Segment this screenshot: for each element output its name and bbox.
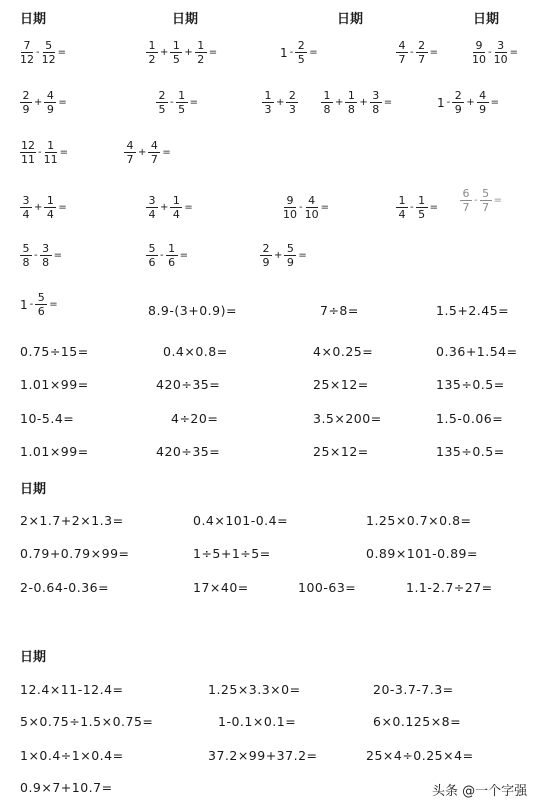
numerator: 4 (306, 195, 318, 208)
operator: = (493, 195, 502, 206)
denominator: 6 (148, 256, 156, 269)
numerator: 2 (260, 243, 272, 256)
whole-number: 1 (20, 297, 28, 312)
numerator: 2 (20, 90, 32, 103)
denominator: 5 (172, 53, 180, 66)
denominator: 8 (323, 103, 331, 116)
fraction-problem (156, 90, 199, 115)
operator: = (383, 97, 393, 108)
numerator: 6 (460, 188, 472, 201)
fraction-problem (437, 90, 500, 115)
numerator: 1 (170, 40, 182, 53)
fraction-problem (262, 90, 298, 115)
fraction (416, 195, 428, 220)
numerator: 2 (286, 90, 298, 103)
operator: = (59, 147, 68, 158)
fraction-problem (20, 292, 59, 317)
fraction-problem (20, 140, 69, 165)
fraction-problem (460, 188, 503, 213)
denominator: 8 (42, 256, 50, 269)
numerator: 4 (477, 90, 489, 103)
fraction (20, 140, 36, 165)
math-expression: 4÷20= (171, 411, 219, 426)
denominator: 4 (22, 208, 30, 221)
math-expression: 420÷35= (156, 377, 221, 392)
fraction (170, 195, 182, 220)
numerator: 3 (146, 195, 158, 208)
fraction (472, 40, 486, 65)
fraction (345, 90, 357, 115)
fraction-problem (396, 195, 439, 220)
numerator: 4 (148, 140, 160, 153)
fraction-problem (20, 195, 68, 220)
denominator: 3 (288, 103, 296, 116)
math-expression: 12.4×11-12.4= (20, 682, 124, 697)
operator: - (474, 195, 478, 206)
numerator: 1 (321, 90, 333, 103)
numerator: 1 (416, 195, 428, 208)
operator: + (335, 97, 344, 108)
numerator: 1 (166, 243, 178, 256)
math-expression: 1.01×99= (20, 377, 89, 392)
math-expression: 2×1.7+2×1.3= (20, 513, 124, 528)
whole-number: 1 (280, 45, 288, 60)
operator: = (429, 47, 438, 58)
denominator: 9 (286, 256, 294, 269)
fraction (283, 195, 297, 220)
denominator: 12 (41, 53, 56, 66)
denominator: 4 (398, 208, 406, 221)
numerator: 2 (452, 90, 464, 103)
whole-number: 1 (437, 95, 445, 110)
numerator: 1 (396, 195, 408, 208)
numerator: 1 (176, 90, 188, 103)
fraction (370, 90, 382, 115)
fraction-problem (260, 243, 308, 268)
denominator: 8 (347, 103, 355, 116)
numerator: 4 (396, 40, 408, 53)
denominator: 9 (479, 103, 487, 116)
operator: = (320, 202, 329, 213)
math-expression: 4×0.25= (313, 344, 374, 359)
denominator: 10 (493, 53, 508, 66)
numerator: 3 (40, 243, 52, 256)
math-expression: 10-5.4= (20, 411, 75, 426)
operator: + (160, 47, 169, 58)
operator: + (359, 97, 368, 108)
operator: = (49, 299, 58, 310)
operator: = (179, 250, 188, 261)
numerator: 12 (21, 139, 35, 152)
fraction (20, 243, 32, 268)
fraction (146, 195, 158, 220)
numerator: 5 (20, 243, 32, 256)
denominator: 2 (148, 53, 156, 66)
fraction-problem (396, 40, 439, 65)
fraction-problem (321, 90, 393, 115)
numerator: 5 (43, 40, 55, 53)
numerator: 2 (295, 40, 307, 53)
denominator: 12 (20, 53, 34, 66)
denominator: 11 (43, 153, 58, 166)
math-expression: 1.25×0.7×0.8= (366, 513, 472, 528)
denominator: 9 (46, 103, 54, 116)
math-expression: 1.25×3.3×0= (208, 682, 301, 697)
operator: - (410, 47, 414, 58)
operator: - (446, 97, 451, 108)
math-expression: 25×12= (313, 444, 369, 459)
numerator: 1 (195, 40, 207, 53)
math-expression: 0.36+1.54= (436, 344, 518, 359)
math-expression: 1÷5+1÷5= (193, 546, 271, 561)
operator: - (36, 47, 40, 58)
operator: - (29, 299, 34, 310)
fraction (494, 40, 508, 65)
operator: = (53, 250, 62, 261)
operator: = (429, 202, 438, 213)
fraction (44, 195, 56, 220)
fraction-problem (146, 40, 218, 65)
math-expression: 25×12= (313, 377, 369, 392)
operator: - (160, 250, 164, 261)
denominator: 8 (372, 103, 380, 116)
fraction-problem (124, 140, 172, 165)
denominator: 9 (454, 103, 462, 116)
fraction (156, 90, 168, 115)
numerator: 1 (45, 140, 57, 153)
operator: = (309, 47, 318, 58)
numerator: 9 (284, 195, 296, 208)
fraction-problem (146, 195, 194, 220)
denominator: 4 (148, 208, 156, 221)
fraction (146, 40, 158, 65)
denominator: 4 (172, 208, 180, 221)
fraction (20, 195, 32, 220)
numerator: 5 (35, 292, 47, 305)
fraction (146, 243, 158, 268)
math-expression: 1.01×99= (20, 444, 89, 459)
math-expression: 135÷0.5= (436, 444, 505, 459)
operator: = (57, 47, 66, 58)
date-label: 日期 (172, 12, 199, 27)
operator: - (289, 47, 294, 58)
math-expression: 8.9-(3+0.9)= (148, 303, 237, 318)
math-expression: 0.4×0.8= (163, 344, 228, 359)
math-expression: 135÷0.5= (436, 377, 505, 392)
denominator: 5 (178, 103, 186, 116)
fraction (40, 243, 52, 268)
fraction (166, 243, 178, 268)
numerator: 4 (44, 90, 56, 103)
operator: + (34, 202, 43, 213)
fraction (44, 140, 58, 165)
fraction-problem (283, 195, 330, 220)
denominator: 10 (472, 53, 486, 66)
date-label: 日期 (20, 650, 47, 665)
operator: = (58, 202, 67, 213)
operator: - (170, 97, 174, 108)
numerator: 1 (345, 90, 357, 103)
fraction (452, 90, 464, 115)
fraction (20, 40, 34, 65)
denominator: 11 (21, 153, 35, 166)
math-expression: 0.9×7+10.7= (20, 780, 113, 795)
denominator: 7 (398, 53, 406, 66)
math-expression: 0.75÷15= (20, 344, 89, 359)
fraction (124, 140, 136, 165)
denominator: 10 (304, 208, 319, 221)
math-expression: 100-63= (298, 580, 357, 595)
fraction-problem (280, 40, 319, 65)
fraction-problem (20, 40, 67, 65)
watermark: 头条 @一个字强 (432, 784, 528, 799)
numerator: 9 (473, 40, 485, 53)
fraction (396, 40, 408, 65)
numerator: 5 (480, 188, 492, 201)
math-expression: 0.4×101-0.4= (193, 513, 289, 528)
denominator: 5 (297, 53, 305, 66)
operator: = (189, 97, 198, 108)
fraction (44, 90, 56, 115)
fraction-problem (472, 40, 519, 65)
denominator: 7 (150, 153, 158, 166)
numerator: 7 (21, 40, 33, 53)
math-expression: 17×40= (193, 580, 249, 595)
fraction (480, 188, 492, 213)
date-label: 日期 (473, 12, 500, 27)
operator: = (490, 97, 500, 108)
denominator: 4 (46, 208, 54, 221)
fraction (305, 195, 319, 220)
denominator: 3 (264, 103, 272, 116)
fraction-problem (146, 243, 189, 268)
operator: = (208, 47, 218, 58)
numerator: 3 (495, 40, 507, 53)
fraction (42, 40, 56, 65)
math-expression: 5×0.75÷1.5×0.75= (20, 714, 154, 729)
math-expression: 1×0.4÷1×0.4= (20, 748, 124, 763)
math-expression: 1.1-2.7÷27= (406, 580, 493, 595)
denominator: 2 (197, 53, 205, 66)
numerator: 1 (262, 90, 274, 103)
operator: + (138, 147, 147, 158)
math-expression: 0.79+0.79×99= (20, 546, 130, 561)
operator: - (488, 47, 492, 58)
operator: - (34, 250, 38, 261)
fraction (20, 90, 32, 115)
numerator: 1 (170, 195, 182, 208)
date-label: 日期 (20, 12, 47, 27)
denominator: 9 (262, 256, 270, 269)
fraction (262, 90, 274, 115)
numerator: 5 (146, 243, 158, 256)
denominator: 5 (418, 208, 426, 221)
operator: = (58, 97, 67, 108)
operator: = (509, 47, 518, 58)
denominator: 7 (418, 53, 426, 66)
numerator: 5 (284, 243, 296, 256)
fraction-problem (20, 243, 63, 268)
math-expression: 25×4÷0.25×4= (366, 748, 474, 763)
fraction (477, 90, 489, 115)
fraction (286, 90, 298, 115)
operator: + (466, 97, 475, 108)
denominator: 8 (22, 256, 30, 269)
fraction-problem (20, 90, 68, 115)
fraction (35, 292, 47, 317)
fraction (460, 188, 472, 213)
numerator: 1 (146, 40, 158, 53)
math-expression: 3.5×200= (313, 411, 382, 426)
math-expression: 6×0.125×8= (373, 714, 462, 729)
operator: + (160, 202, 169, 213)
denominator: 6 (168, 256, 176, 269)
denominator: 7 (462, 201, 470, 214)
denominator: 6 (37, 305, 45, 318)
fraction (176, 90, 188, 115)
fraction (295, 40, 307, 65)
fraction (416, 40, 428, 65)
numerator: 2 (416, 40, 428, 53)
operator: = (298, 250, 307, 261)
operator: + (34, 97, 43, 108)
operator: - (38, 147, 42, 158)
math-expression: 7÷8= (320, 303, 359, 318)
math-expression: 0.89×101-0.89= (366, 546, 478, 561)
fraction (170, 40, 182, 65)
math-expression: 20-3.7-7.3= (373, 682, 454, 697)
operator: + (276, 97, 285, 108)
fraction (195, 40, 207, 65)
operator: - (299, 202, 303, 213)
denominator: 7 (482, 201, 490, 214)
numerator: 3 (370, 90, 382, 103)
denominator: 9 (22, 103, 30, 116)
fraction (148, 140, 160, 165)
numerator: 4 (124, 140, 136, 153)
math-expression: 1.5+2.45= (436, 303, 510, 318)
math-expression: 37.2×99+37.2= (208, 748, 318, 763)
fraction (284, 243, 296, 268)
math-expression: 2-0.64-0.36= (20, 580, 110, 595)
math-expression: 1-0.1×0.1= (218, 714, 297, 729)
denominator: 7 (126, 153, 134, 166)
math-expression: 420÷35= (156, 444, 221, 459)
operator: = (162, 147, 171, 158)
denominator: 10 (283, 208, 297, 221)
fraction (260, 243, 272, 268)
fraction (396, 195, 408, 220)
operator: + (274, 250, 283, 261)
numerator: 3 (20, 195, 32, 208)
fraction (321, 90, 333, 115)
numerator: 1 (44, 195, 56, 208)
operator: - (410, 202, 414, 213)
math-expression: 1.5-0.06= (436, 411, 504, 426)
operator: = (184, 202, 193, 213)
date-label: 日期 (337, 12, 364, 27)
operator: + (184, 47, 193, 58)
date-label: 日期 (20, 482, 47, 497)
denominator: 5 (158, 103, 166, 116)
numerator: 2 (156, 90, 168, 103)
